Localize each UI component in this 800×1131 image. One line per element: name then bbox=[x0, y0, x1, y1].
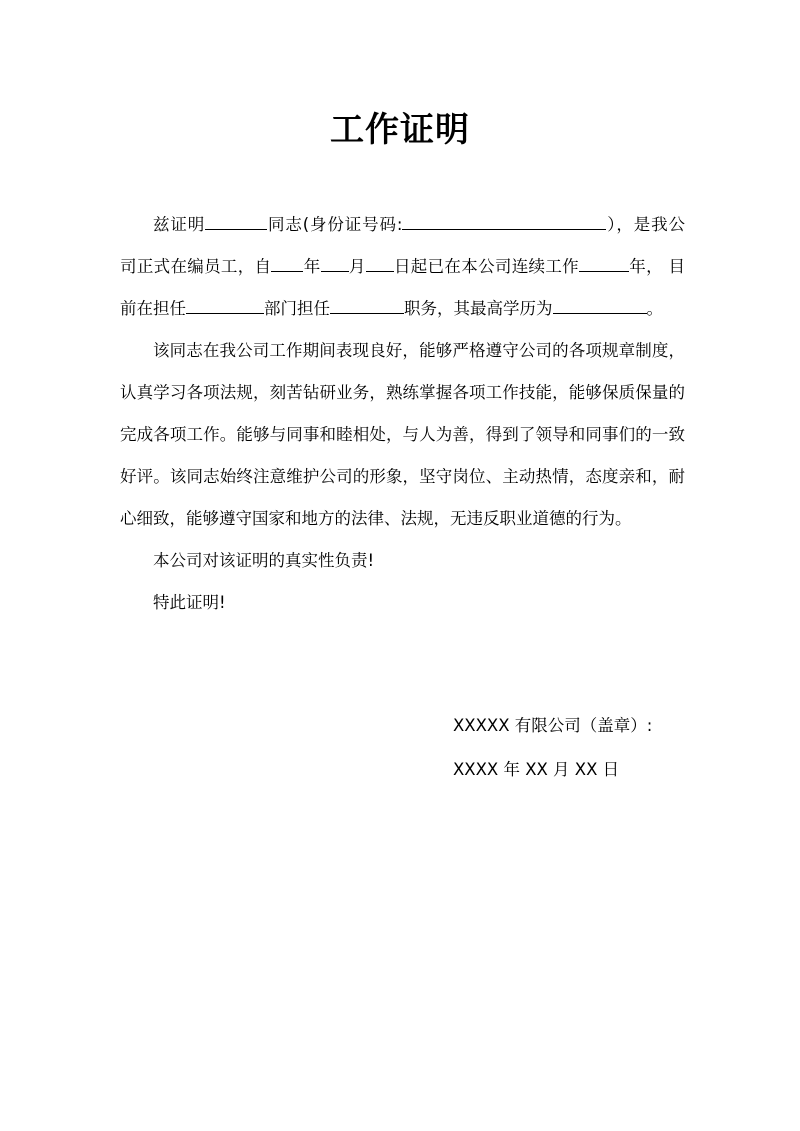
education-blank bbox=[553, 296, 647, 314]
signature-company: XXXXX 有限公司（盖章）: bbox=[453, 716, 653, 735]
name-blank bbox=[205, 212, 267, 230]
id-number-blank bbox=[402, 212, 606, 230]
paragraph-responsibility: 本公司对该证明的真实性负责! bbox=[153, 551, 375, 570]
text-segment: 年， 目前在担任 bbox=[120, 257, 686, 318]
start-month-blank bbox=[321, 254, 349, 272]
start-day-blank bbox=[366, 254, 394, 272]
paragraph-performance: 该同志在我公司工作期间表现良好，能够严格遵守公司的各项规章制度，认真学习各项法规，刻苦钻研业务，熟练掌握各项工作技能，能够保质保量的完成各项工作。能够与同事和睦相处，与人为善，得到了领导和同事们的一致好评。该同志始终注意维护公司的形象，坚守岗位、主动热情，态度亲和，耐心细致，能够遵守国家和地方的法律、法规，无违反职业道德的行为。 bbox=[120, 341, 685, 528]
work-years-blank bbox=[579, 254, 629, 272]
text-segment: 。 bbox=[646, 299, 663, 318]
page-title: 工作证明 bbox=[330, 110, 470, 150]
text-segment: 同志(身份证号码: bbox=[267, 215, 403, 234]
paragraph-employee-info bbox=[120, 204, 685, 330]
text-segment: 年 bbox=[303, 257, 321, 276]
text-segment: 兹证明 bbox=[153, 215, 206, 234]
start-year-blank bbox=[271, 254, 303, 272]
text-segment: ），是我公司正式在编员工，自 bbox=[120, 215, 686, 276]
text-segment: 日起已在本公司连续工作 bbox=[393, 257, 579, 276]
position-blank bbox=[330, 296, 404, 314]
text-segment: 月 bbox=[348, 257, 366, 276]
department-blank bbox=[186, 296, 264, 314]
text-segment: 职务，其最高学历为 bbox=[404, 299, 553, 318]
text-segment: 部门担任 bbox=[264, 299, 330, 318]
signature-date: XXXX 年 XX 月 XX 日 bbox=[453, 760, 620, 779]
paragraph-closing: 特此证明! bbox=[153, 593, 226, 612]
certificate-body bbox=[120, 204, 685, 624]
